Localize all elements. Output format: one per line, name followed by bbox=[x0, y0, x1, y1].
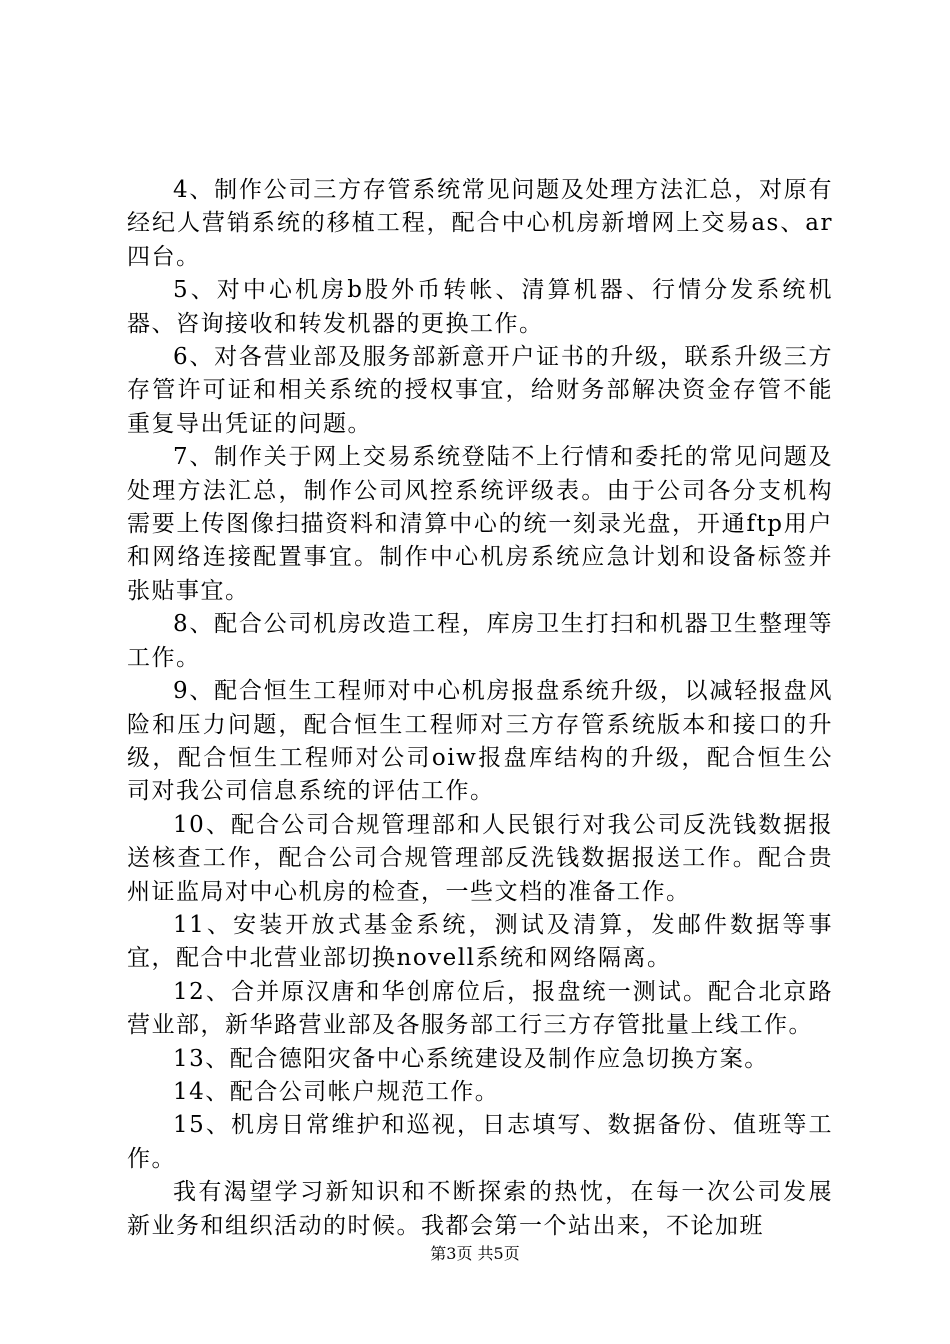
paragraph-item-14: 14、配合公司帐户规范工作。 bbox=[173, 1078, 500, 1105]
page-number-footer: 第3页 共5页 bbox=[430, 1244, 520, 1263]
paragraph-item-6: 6、对各营业部及服务部新意开户证书的升级，联系升级三方存管许可证和相关系统的授权事宜，给财务部解决资金存管不能重复导出凭证的问题。 bbox=[127, 344, 833, 437]
paragraph-item-9: 9、配合恒生工程师对中心机房报盘系统升级，以减轻报盘风险和压力问题，配合恒生工程师对三方存管系统版本和接口的升级，配合恒生工程师对公司oiw报盘库结构的升级，配合恒生公司对我公司信息系统的评估工作。 bbox=[127, 678, 833, 805]
paragraph-item-8: 8、配合公司机房改造工程，库房卫生打扫和机器卫生整理等工作。 bbox=[127, 611, 833, 671]
paragraph-item-10: 10、配合公司合规管理部和人民银行对我公司反洗钱数据报送核查工作，配合公司合规管理部反洗钱数据报送工作。配合贵州证监局对中心机房的检查，一些文档的准备工作。 bbox=[127, 811, 833, 905]
document-body bbox=[127, 174, 833, 1243]
paragraph-item-11: 11、安装开放式基金系统，测试及清算，发邮件数据等事宜，配合中北营业部切换novell系统和网络隔离。 bbox=[127, 911, 833, 972]
paragraph-item-13: 13、配合德阳灾备中心系统建设及制作应急切换方案。 bbox=[173, 1045, 769, 1072]
paragraph-item-12: 12、合并原汉唐和华创席位后，报盘统一测试。配合北京路营业部，新华路营业部及各服务部工行三方存管批量上线工作。 bbox=[127, 978, 833, 1039]
paragraph-item-5: 5、对中心机房b股外币转帐、清算机器、行情分发系统机器、咨询接收和转发机器的更换工作。 bbox=[127, 277, 833, 337]
paragraph-item-15: 15、机房日常维护和巡视，日志填写、数据备份、值班等工作。 bbox=[127, 1112, 833, 1172]
paragraph-item-7: 7、制作关于网上交易系统登陆不上行情和委托的常见问题及处理方法汇总，制作公司风控系统评级表。由于公司各分支机构需要上传图像扫描资料和清算中心的统一刻录光盘，开通ftp用户和网络连接配置事宜。制作中心机房系统应急计划和设备标签并张贴事宜。 bbox=[127, 444, 833, 604]
paragraph-closing: 我有渴望学习新知识和不断探索的热忱，在每一次公司发展新业务和组织活动的时候。我都会第一个站出来，不论加班 bbox=[127, 1179, 833, 1239]
paragraph-item-4: 4、制作公司三方存管系统常见问题及处理方法汇总，对原有经纪人营销系统的移植工程，配合中心机房新增网上交易as、ar四台。 bbox=[127, 177, 833, 270]
